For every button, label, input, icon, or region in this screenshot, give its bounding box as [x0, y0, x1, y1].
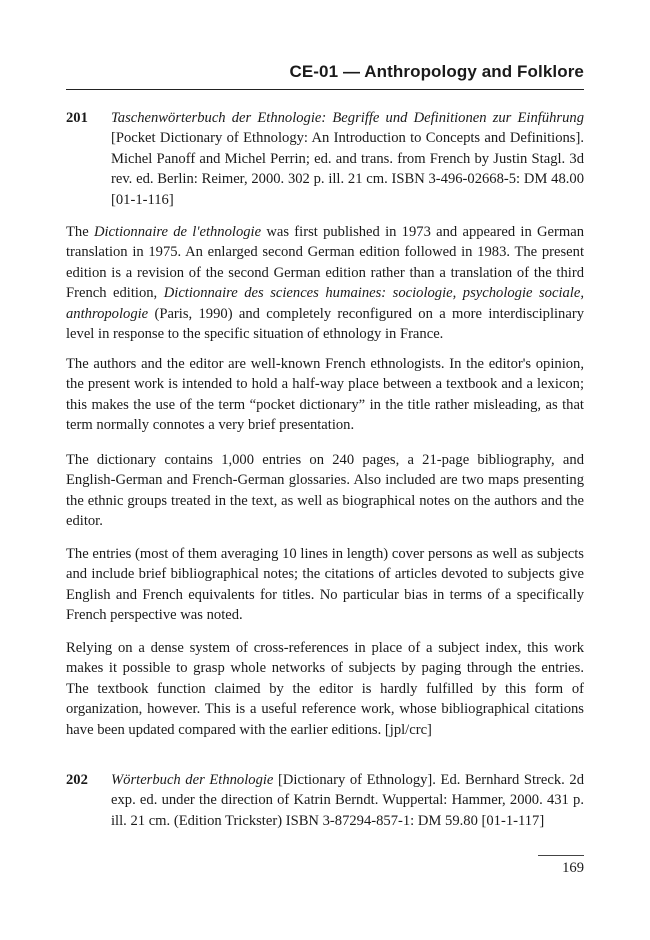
header-rule: [66, 89, 584, 90]
entry-number: 201: [66, 110, 88, 126]
footer-rule: [538, 855, 584, 856]
running-head: CE-01 — Anthropology and Folklore: [289, 62, 584, 81]
review-paragraph-3: The dictionary contains 1,000 entries on 240 pages, a 21-page bibliography, and English-German and French-German glossaries. Also included are two maps presenting the ethnic groups treated in the text, as well as biographical notes on the authors and the editor.: [66, 452, 584, 530]
entry-201: [66, 108, 584, 210]
review-paragraph-1: [66, 222, 584, 344]
entry-details: [Pocket Dictionary of Ethnology: An Introduction to Concepts and Definitions]. Michel Panoff and Michel Perrin; ed. and trans. from French by Justin Stagl. 3d rev. ed. Berlin: Reimer, 2000. 302 p. ill. 21 cm. ISBN 3-496-02668-5: DM 48.00 [01-1-116]: [111, 130, 584, 208]
text-run: (Paris, 1990) and completely reconfigured on a more interdisciplinary level in response to the specific situation of ethnology in France.: [66, 305, 584, 343]
entry-title: Wörterbuch der Ethnologie: [111, 772, 274, 788]
entry-details: [Dictionary of Ethnology]. Ed. Bernhard Streck. 2d exp. ed. under the direction of Katrin Berndt. Wuppertal: Hammer, 2000. 431 p. ill. 21 cm. (Edition Trickster) ISBN 3-87294-857-1: DM 59.80 [01-1-117]: [111, 772, 585, 829]
entry-title: Taschenwörterbuch der Ethnologie: Begriffe und Definitionen zur Einführung: [111, 110, 584, 126]
entry-202: [66, 770, 584, 831]
italic-title: Dictionnaire des sciences humaines: sociologie, psychologie sociale, anthropologie: [66, 285, 584, 322]
review-paragraph-5: Relying on a dense system of cross-references in place of a subject index, this work makes it possible to grasp whole networks of subjects by paging through the entries. The textbook function claimed by the editor is hardly fulfilled by this form of organization, however. This is a useful reference work, whose bibliographical citations have been updated compared with the earlier editions. [jpl/crc]: [66, 640, 584, 738]
entry-citation: [111, 108, 584, 210]
italic-title: Dictionnaire de l'ethnologie: [93, 224, 262, 240]
page-number: 169: [562, 860, 584, 876]
entry-number: 202: [66, 772, 88, 788]
review-paragraph-2: The authors and the editor are well-known French ethnologists. In the editor's opinion, the present work is intended to hold a half-way place between a textbook and a lexicon; this makes the use of the term “pocket dictionary” in the title rather misleading, as that term normally connotes a very brief presentation.: [66, 356, 584, 434]
text-run: was first published in 1973 and appeared in German translation in 1975. An enlarged second German edition followed in 1983. The present edition is a revision of the second German edition rather than a translation of the third French edition,: [66, 224, 585, 302]
text-run: The: [66, 224, 94, 240]
review-paragraph-4: The entries (most of them averaging 10 lines in length) cover persons as well as subjects and include brief bibliographical notes; the citations of articles devoted to subjects give English and French equivalents for titles. No particular bias in terms of a specifically French perspective was noted.: [66, 546, 584, 624]
entry-citation: [111, 770, 584, 831]
